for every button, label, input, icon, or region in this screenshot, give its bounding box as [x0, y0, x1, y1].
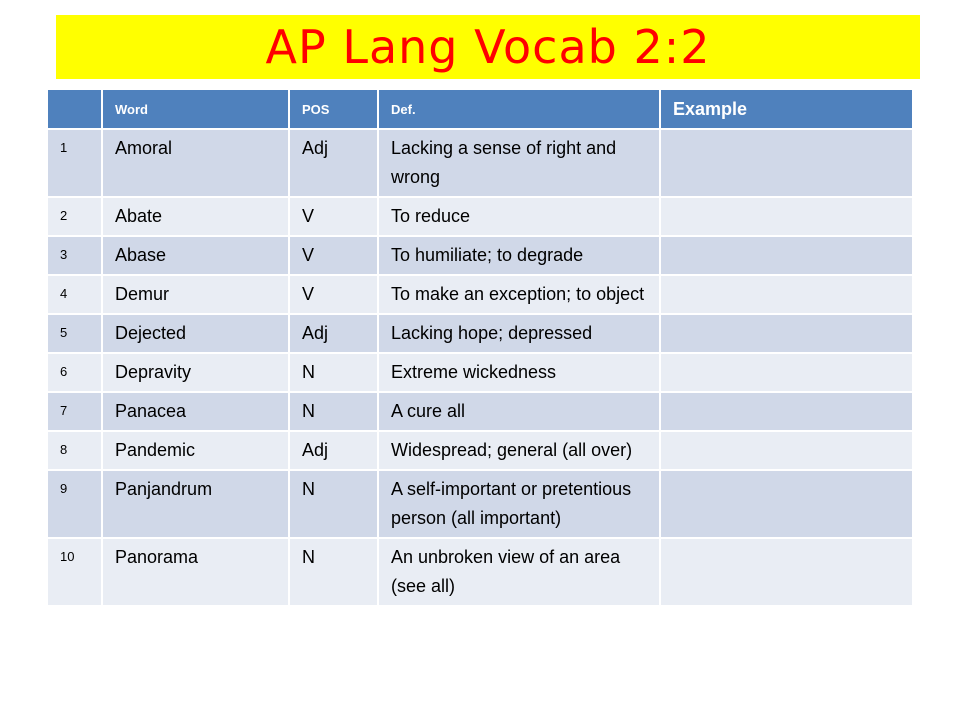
row-example	[660, 538, 913, 606]
row-example	[660, 236, 913, 275]
row-word: Panorama	[102, 538, 289, 606]
row-pos: Adj	[289, 129, 378, 197]
row-pos: Adj	[289, 314, 378, 353]
row-word: Amoral	[102, 129, 289, 197]
row-definition: To humiliate; to degrade	[378, 236, 660, 275]
row-pos: N	[289, 392, 378, 431]
row-example	[660, 129, 913, 197]
row-definition: To make an exception; to object	[378, 275, 660, 314]
header-word: Word	[102, 89, 289, 129]
row-word: Dejected	[102, 314, 289, 353]
row-pos: V	[289, 275, 378, 314]
row-number: 3	[47, 236, 102, 275]
row-definition: Lacking hope; depressed	[378, 314, 660, 353]
row-example	[660, 197, 913, 236]
header-example: Example	[660, 89, 913, 129]
header-pos: POS	[289, 89, 378, 129]
row-number: 1	[47, 129, 102, 197]
title-banner	[56, 15, 920, 79]
row-example	[660, 353, 913, 392]
row-pos: N	[289, 470, 378, 538]
row-number: 5	[47, 314, 102, 353]
row-example	[660, 392, 913, 431]
header-num	[47, 89, 102, 129]
row-word: Pandemic	[102, 431, 289, 470]
row-definition: Lacking a sense of right and wrong	[378, 129, 660, 197]
row-number: 9	[47, 470, 102, 538]
table-row	[47, 197, 913, 236]
row-number: 10	[47, 538, 102, 606]
row-definition: A cure all	[378, 392, 660, 431]
row-example	[660, 275, 913, 314]
row-word: Panacea	[102, 392, 289, 431]
row-example	[660, 431, 913, 470]
row-number: 4	[47, 275, 102, 314]
row-number: 8	[47, 431, 102, 470]
page-title: AP Lang Vocab 2:2	[265, 20, 711, 74]
row-word: Abate	[102, 197, 289, 236]
row-example	[660, 470, 913, 538]
row-number: 2	[47, 197, 102, 236]
table-row	[47, 314, 913, 353]
row-word: Depravity	[102, 353, 289, 392]
table-row	[47, 470, 913, 538]
row-definition: Widespread; general (all over)	[378, 431, 660, 470]
row-word: Demur	[102, 275, 289, 314]
row-pos: N	[289, 538, 378, 606]
row-pos: V	[289, 197, 378, 236]
row-number: 7	[47, 392, 102, 431]
table-row	[47, 538, 913, 606]
row-word: Abase	[102, 236, 289, 275]
row-pos: Adj	[289, 431, 378, 470]
table-row	[47, 353, 913, 392]
row-definition: To reduce	[378, 197, 660, 236]
row-pos: N	[289, 353, 378, 392]
table-row	[47, 275, 913, 314]
row-pos: V	[289, 236, 378, 275]
header-row	[47, 89, 913, 129]
row-definition: A self-important or pretentious person (all important)	[378, 470, 660, 538]
table-row	[47, 129, 913, 197]
row-word: Panjandrum	[102, 470, 289, 538]
row-number: 6	[47, 353, 102, 392]
row-example	[660, 314, 913, 353]
row-definition: An unbroken view of an area (see all)	[378, 538, 660, 606]
table-row	[47, 236, 913, 275]
table-row	[47, 392, 913, 431]
vocab-table	[46, 88, 914, 607]
table-row	[47, 431, 913, 470]
header-def: Def.	[378, 89, 660, 129]
row-definition: Extreme wickedness	[378, 353, 660, 392]
